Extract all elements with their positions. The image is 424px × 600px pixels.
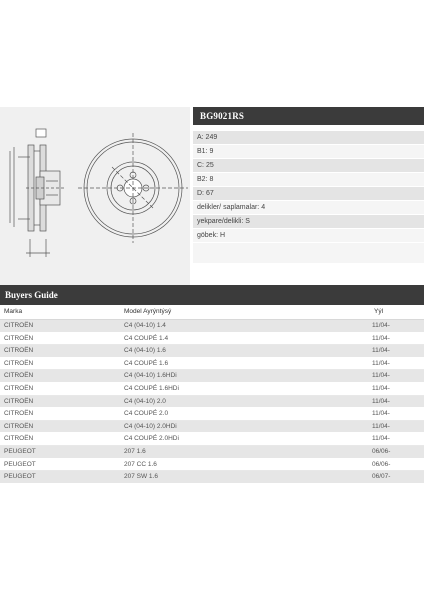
spec-row-d: D: 67 xyxy=(193,187,424,201)
cell-model: C4 COUPÉ 1.6 xyxy=(124,359,169,367)
cell-year: 11/04- xyxy=(372,359,390,367)
spec-row-a: A: 249 xyxy=(193,131,424,145)
table-row xyxy=(0,358,424,371)
cell-make: CITROËN xyxy=(4,359,34,367)
cell-year: 06/06- xyxy=(372,447,391,455)
cell-model: C4 (04-10) 2.0HDi xyxy=(124,422,177,430)
table-row xyxy=(0,446,424,459)
cell-year: 11/04- xyxy=(372,384,390,392)
cell-model: C4 (04-10) 1.4 xyxy=(124,322,166,329)
cell-make: CITROËN xyxy=(4,397,34,405)
cell-model: 207 SW 1.6 xyxy=(124,473,158,481)
cell-make: PEUGEOT xyxy=(4,473,36,481)
column-make-header: Marka xyxy=(4,308,23,315)
spec-row-b1: B1: 9 xyxy=(193,145,424,159)
cell-year: 11/04- xyxy=(372,435,390,443)
cell-model: 207 1.6 xyxy=(124,447,146,455)
cell-year: 11/04- xyxy=(372,397,390,405)
cell-make: CITROËN xyxy=(4,384,34,392)
spec-row-c: C: 25 xyxy=(193,159,424,173)
cell-make: CITROËN xyxy=(4,347,34,355)
table-row xyxy=(0,345,424,358)
table-row xyxy=(0,459,424,472)
table-row xyxy=(0,383,424,396)
cell-model: C4 COUPÉ 1.6HDi xyxy=(124,384,179,392)
spec-row-hub: göbek: H xyxy=(193,229,424,243)
cell-year: 11/04- xyxy=(372,334,390,342)
table-row xyxy=(0,408,424,421)
cell-make: CITROËN xyxy=(4,422,34,430)
cell-model: C4 COUPÉ 2.0 xyxy=(124,410,169,418)
spec-panel xyxy=(193,107,424,285)
table-row xyxy=(0,396,424,409)
cell-model: C4 (04-10) 1.6HDi xyxy=(124,372,177,380)
cell-make: CITROËN xyxy=(4,372,34,380)
cell-model: C4 COUPÉ 1.4 xyxy=(124,334,169,342)
brake-disc-technical-drawing xyxy=(0,107,190,285)
table-row xyxy=(0,320,424,333)
cell-year: 11/04- xyxy=(372,410,390,418)
cell-make: PEUGEOT xyxy=(4,447,36,455)
cell-year: 11/04- xyxy=(372,347,390,355)
cell-year: 11/04- xyxy=(372,322,390,329)
cell-year: 06/07- xyxy=(372,473,391,481)
table-row xyxy=(0,471,424,484)
brake-disc-diagram xyxy=(0,107,190,285)
spec-row-solid-vented: yekpare/delikli: S xyxy=(193,215,424,229)
cell-model: C4 (04-10) 2.0 xyxy=(124,397,166,405)
part-number-title: BG9021RS xyxy=(193,107,424,125)
cell-make: CITROËN xyxy=(4,322,34,329)
cell-model: 207 CC 1.6 xyxy=(124,460,157,468)
cell-model: C4 COUPÉ 2.0HDi xyxy=(124,435,179,443)
table-body xyxy=(0,320,424,484)
disc-side-profile xyxy=(10,129,66,257)
table-row xyxy=(0,333,424,346)
cell-year: 06/06- xyxy=(372,460,391,468)
cell-model: C4 (04-10) 1.6 xyxy=(124,347,166,355)
disc-front-view xyxy=(78,133,188,243)
cell-make: CITROËN xyxy=(4,334,34,342)
column-model-header: Model Ayrýntýsý xyxy=(124,308,172,315)
spec-row-holes: delikler/ saplamalar: 4 xyxy=(193,201,424,215)
spec-row-b2: B2: 8 xyxy=(193,173,424,187)
cell-make: CITROËN xyxy=(4,410,34,418)
cell-make: CITROËN xyxy=(4,435,34,443)
buyers-guide xyxy=(0,285,424,484)
cell-make: PEUGEOT xyxy=(4,460,36,468)
column-year-header: Yýl xyxy=(374,308,384,315)
table-row xyxy=(0,421,424,434)
cell-year: 11/04- xyxy=(372,422,390,430)
buyers-guide-title: Buyers Guide xyxy=(0,285,424,305)
cell-year: 11/04- xyxy=(372,372,390,380)
table-header xyxy=(0,305,424,320)
table-row xyxy=(0,370,424,383)
table-row xyxy=(0,433,424,446)
